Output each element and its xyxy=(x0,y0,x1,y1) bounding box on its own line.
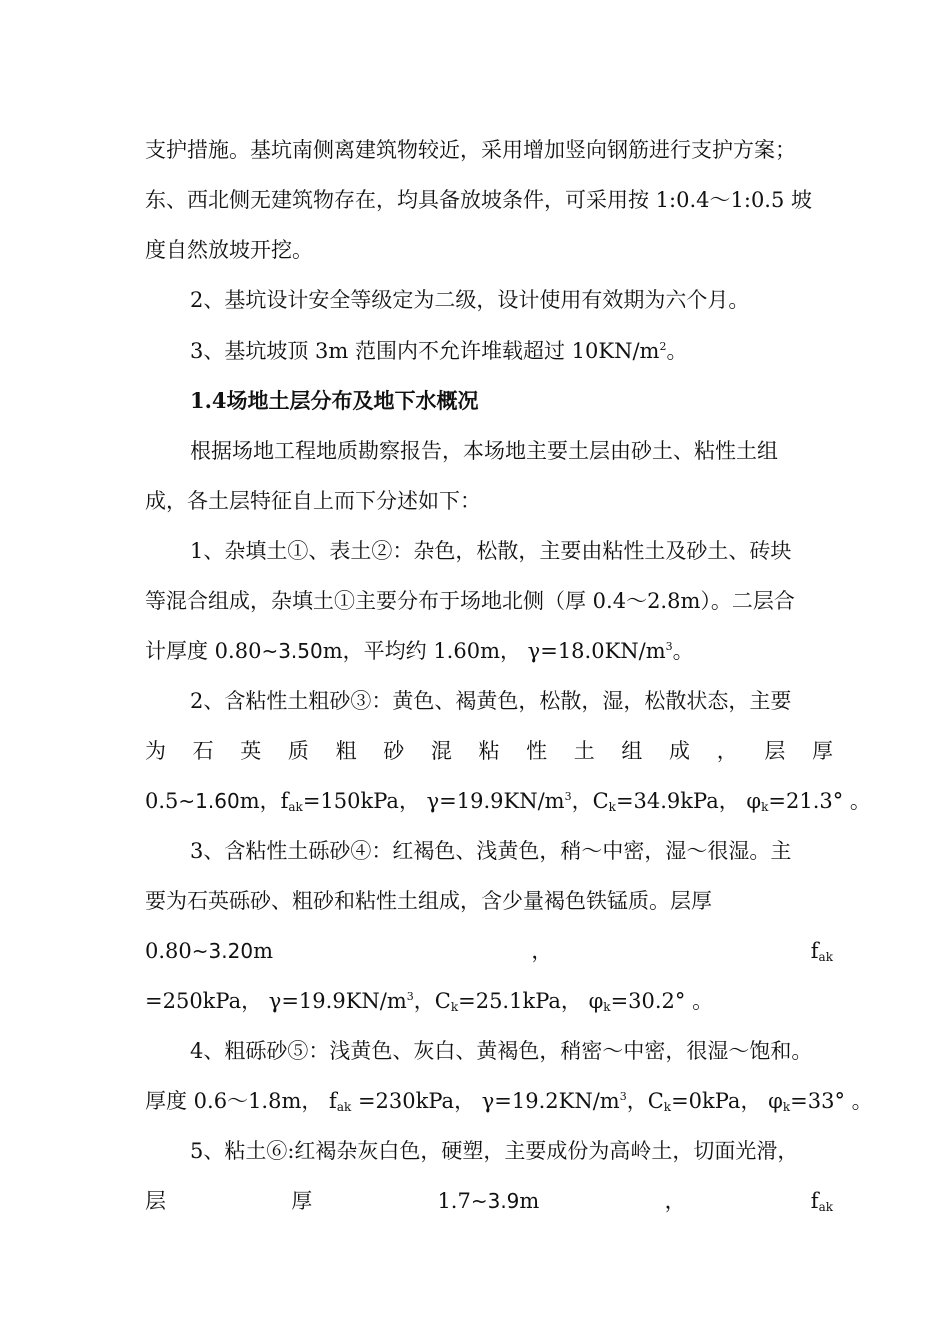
paragraph-line xyxy=(190,1036,833,1066)
text: m，f xyxy=(239,789,289,813)
char: 层 xyxy=(764,739,786,763)
text: =21.3° 。 xyxy=(768,789,871,813)
text: =250kPa， γ=19.9KN/m xyxy=(145,989,407,1013)
text: 4、粗砾砂⑤：浅黄色、灰白、黄褐色，稍密～中密，很湿～饱和。 xyxy=(190,1039,813,1063)
text: ~3.50 xyxy=(261,639,323,663)
text: =33° 。 xyxy=(790,1089,873,1113)
text: 支护措施。基坑南侧离建筑物较近，采用增加竖向钢筋进行支护方案； xyxy=(145,138,796,162)
text: =25.1kPa， φ xyxy=(458,989,604,1013)
subscript: k xyxy=(450,1000,459,1014)
section-heading xyxy=(190,386,833,416)
paragraph-line xyxy=(145,235,833,265)
char: 为 xyxy=(145,739,166,763)
text: 等混合组成，杂填土①主要分布于场地北侧（厚 0.4～2.8m）。二层合 xyxy=(145,589,795,613)
paragraph-line xyxy=(145,636,833,666)
paragraph-line xyxy=(190,1136,833,1166)
text-group xyxy=(811,1186,833,1216)
heading-text: 1.4场地土层分布及地下水概况 xyxy=(190,388,479,413)
subscript: k xyxy=(761,800,769,814)
paragraph-line xyxy=(145,185,833,215)
text: ~3.20 xyxy=(191,939,254,963)
paragraph-line xyxy=(145,886,833,916)
char: 组 xyxy=(621,739,643,763)
text: f xyxy=(810,939,819,963)
justified-line xyxy=(145,1186,833,1216)
text: ，C xyxy=(626,1089,664,1113)
text: 厚 xyxy=(291,1189,313,1213)
text: 东、西北侧无建筑物存在，均具备放坡条件，可采用按 1:0.4～1:0.5 坡 xyxy=(145,188,813,212)
superscript: 3 xyxy=(619,1090,627,1103)
superscript: 3 xyxy=(665,640,673,653)
text: 3、含粘性土砾砂④：红褐色、浅黄色，稍～中密，湿～很湿。主 xyxy=(190,839,792,863)
text: 。 xyxy=(666,339,688,363)
text: 计厚度 0.80 xyxy=(145,639,262,663)
subscript: ak xyxy=(818,950,833,964)
text: =150kPa， γ=19.9KN/m xyxy=(302,789,565,813)
text: ，C xyxy=(413,989,451,1013)
text: ， xyxy=(531,939,553,963)
text: 2、基坑设计安全等级定为二级，设计使用有效期为六个月。 xyxy=(190,288,750,312)
paragraph-line xyxy=(190,836,833,866)
char: ， xyxy=(716,739,738,763)
paragraph-line xyxy=(145,786,871,816)
char: 混 xyxy=(430,739,452,763)
text: 成，各土层特征自上而下分述如下： xyxy=(145,489,481,513)
text-group xyxy=(145,936,273,966)
char: 质 xyxy=(287,739,309,763)
char: 粘 xyxy=(478,739,500,763)
text: ， xyxy=(664,1189,686,1213)
superscript: 2 xyxy=(659,340,667,353)
text: 0.5 xyxy=(145,789,179,813)
text: 厚度 0.6～1.8m， f xyxy=(145,1089,337,1113)
text: 3、基坑坡顶 3m 范围内不允许堆载超过 10KN/m xyxy=(190,339,660,363)
char: 砂 xyxy=(383,739,405,763)
text: 度自然放坡开挖。 xyxy=(145,238,313,262)
subscript: k xyxy=(782,1100,791,1114)
justified-line xyxy=(145,936,833,966)
paragraph-line xyxy=(145,135,833,165)
text: m xyxy=(253,939,273,963)
paragraph-line xyxy=(145,986,833,1016)
text: 1.7 xyxy=(437,1189,471,1213)
paragraph-line xyxy=(145,1086,873,1116)
paragraph-line xyxy=(190,336,833,366)
text: m xyxy=(519,1189,540,1213)
text: ~3.9 xyxy=(470,1189,520,1213)
char: 厚 xyxy=(811,739,833,763)
text: ，C xyxy=(571,789,609,813)
text: 0.80 xyxy=(145,939,192,963)
text: 1、杂填土①、表土②：杂色，松散，主要由粘性土及砂土、砖块 xyxy=(190,539,792,563)
text: =0kPa， φ xyxy=(671,1089,783,1113)
text: 根据场地工程地质勘察报告，本场地主要土层由砂土、粘性土组 xyxy=(190,439,778,463)
char: 英 xyxy=(240,739,262,763)
paragraph-line xyxy=(145,586,833,616)
text: 2、含粘性土粗砂③：黄色、褐黄色，松散，湿，松散状态，主要 xyxy=(190,689,792,713)
paragraph-line xyxy=(190,436,833,466)
paragraph-line xyxy=(190,536,833,566)
subscript: k xyxy=(603,1000,611,1014)
text: 。 xyxy=(672,639,694,663)
char: 土 xyxy=(573,739,595,763)
text-group xyxy=(811,936,833,966)
subscript: k xyxy=(663,1100,672,1114)
subscript: ak xyxy=(288,800,303,814)
text: =30.2° 。 xyxy=(610,989,714,1013)
text: ~1.60 xyxy=(178,789,240,813)
text: f xyxy=(810,1189,819,1213)
text: m，平均约 1.60m， γ=18.0KN/m xyxy=(322,639,666,663)
subscript: ak xyxy=(818,1200,833,1214)
superscript: 3 xyxy=(564,790,572,803)
subscript: k xyxy=(608,800,616,814)
subscript: ak xyxy=(336,1100,352,1114)
superscript: 3 xyxy=(406,990,414,1003)
text: =230kPa， γ=19.2KN/m xyxy=(351,1089,620,1113)
justified-line xyxy=(145,736,833,766)
paragraph-line xyxy=(190,285,833,315)
char: 石 xyxy=(192,739,214,763)
text: =34.9kPa， φ xyxy=(615,789,762,813)
char: 粗 xyxy=(335,739,357,763)
paragraph-line xyxy=(145,486,833,516)
text: 要为石英砾砂、粗砂和粘性土组成，含少量褐色铁锰质。层厚 xyxy=(145,889,712,913)
text-group xyxy=(437,1186,539,1216)
char: 性 xyxy=(526,739,548,763)
text: 层 xyxy=(145,1189,166,1213)
text: 5、粘土⑥:红褐杂灰白色，硬塑，主要成份为高岭土，切面光滑， xyxy=(190,1139,799,1163)
paragraph-line xyxy=(190,686,833,716)
char: 成 xyxy=(669,739,691,763)
